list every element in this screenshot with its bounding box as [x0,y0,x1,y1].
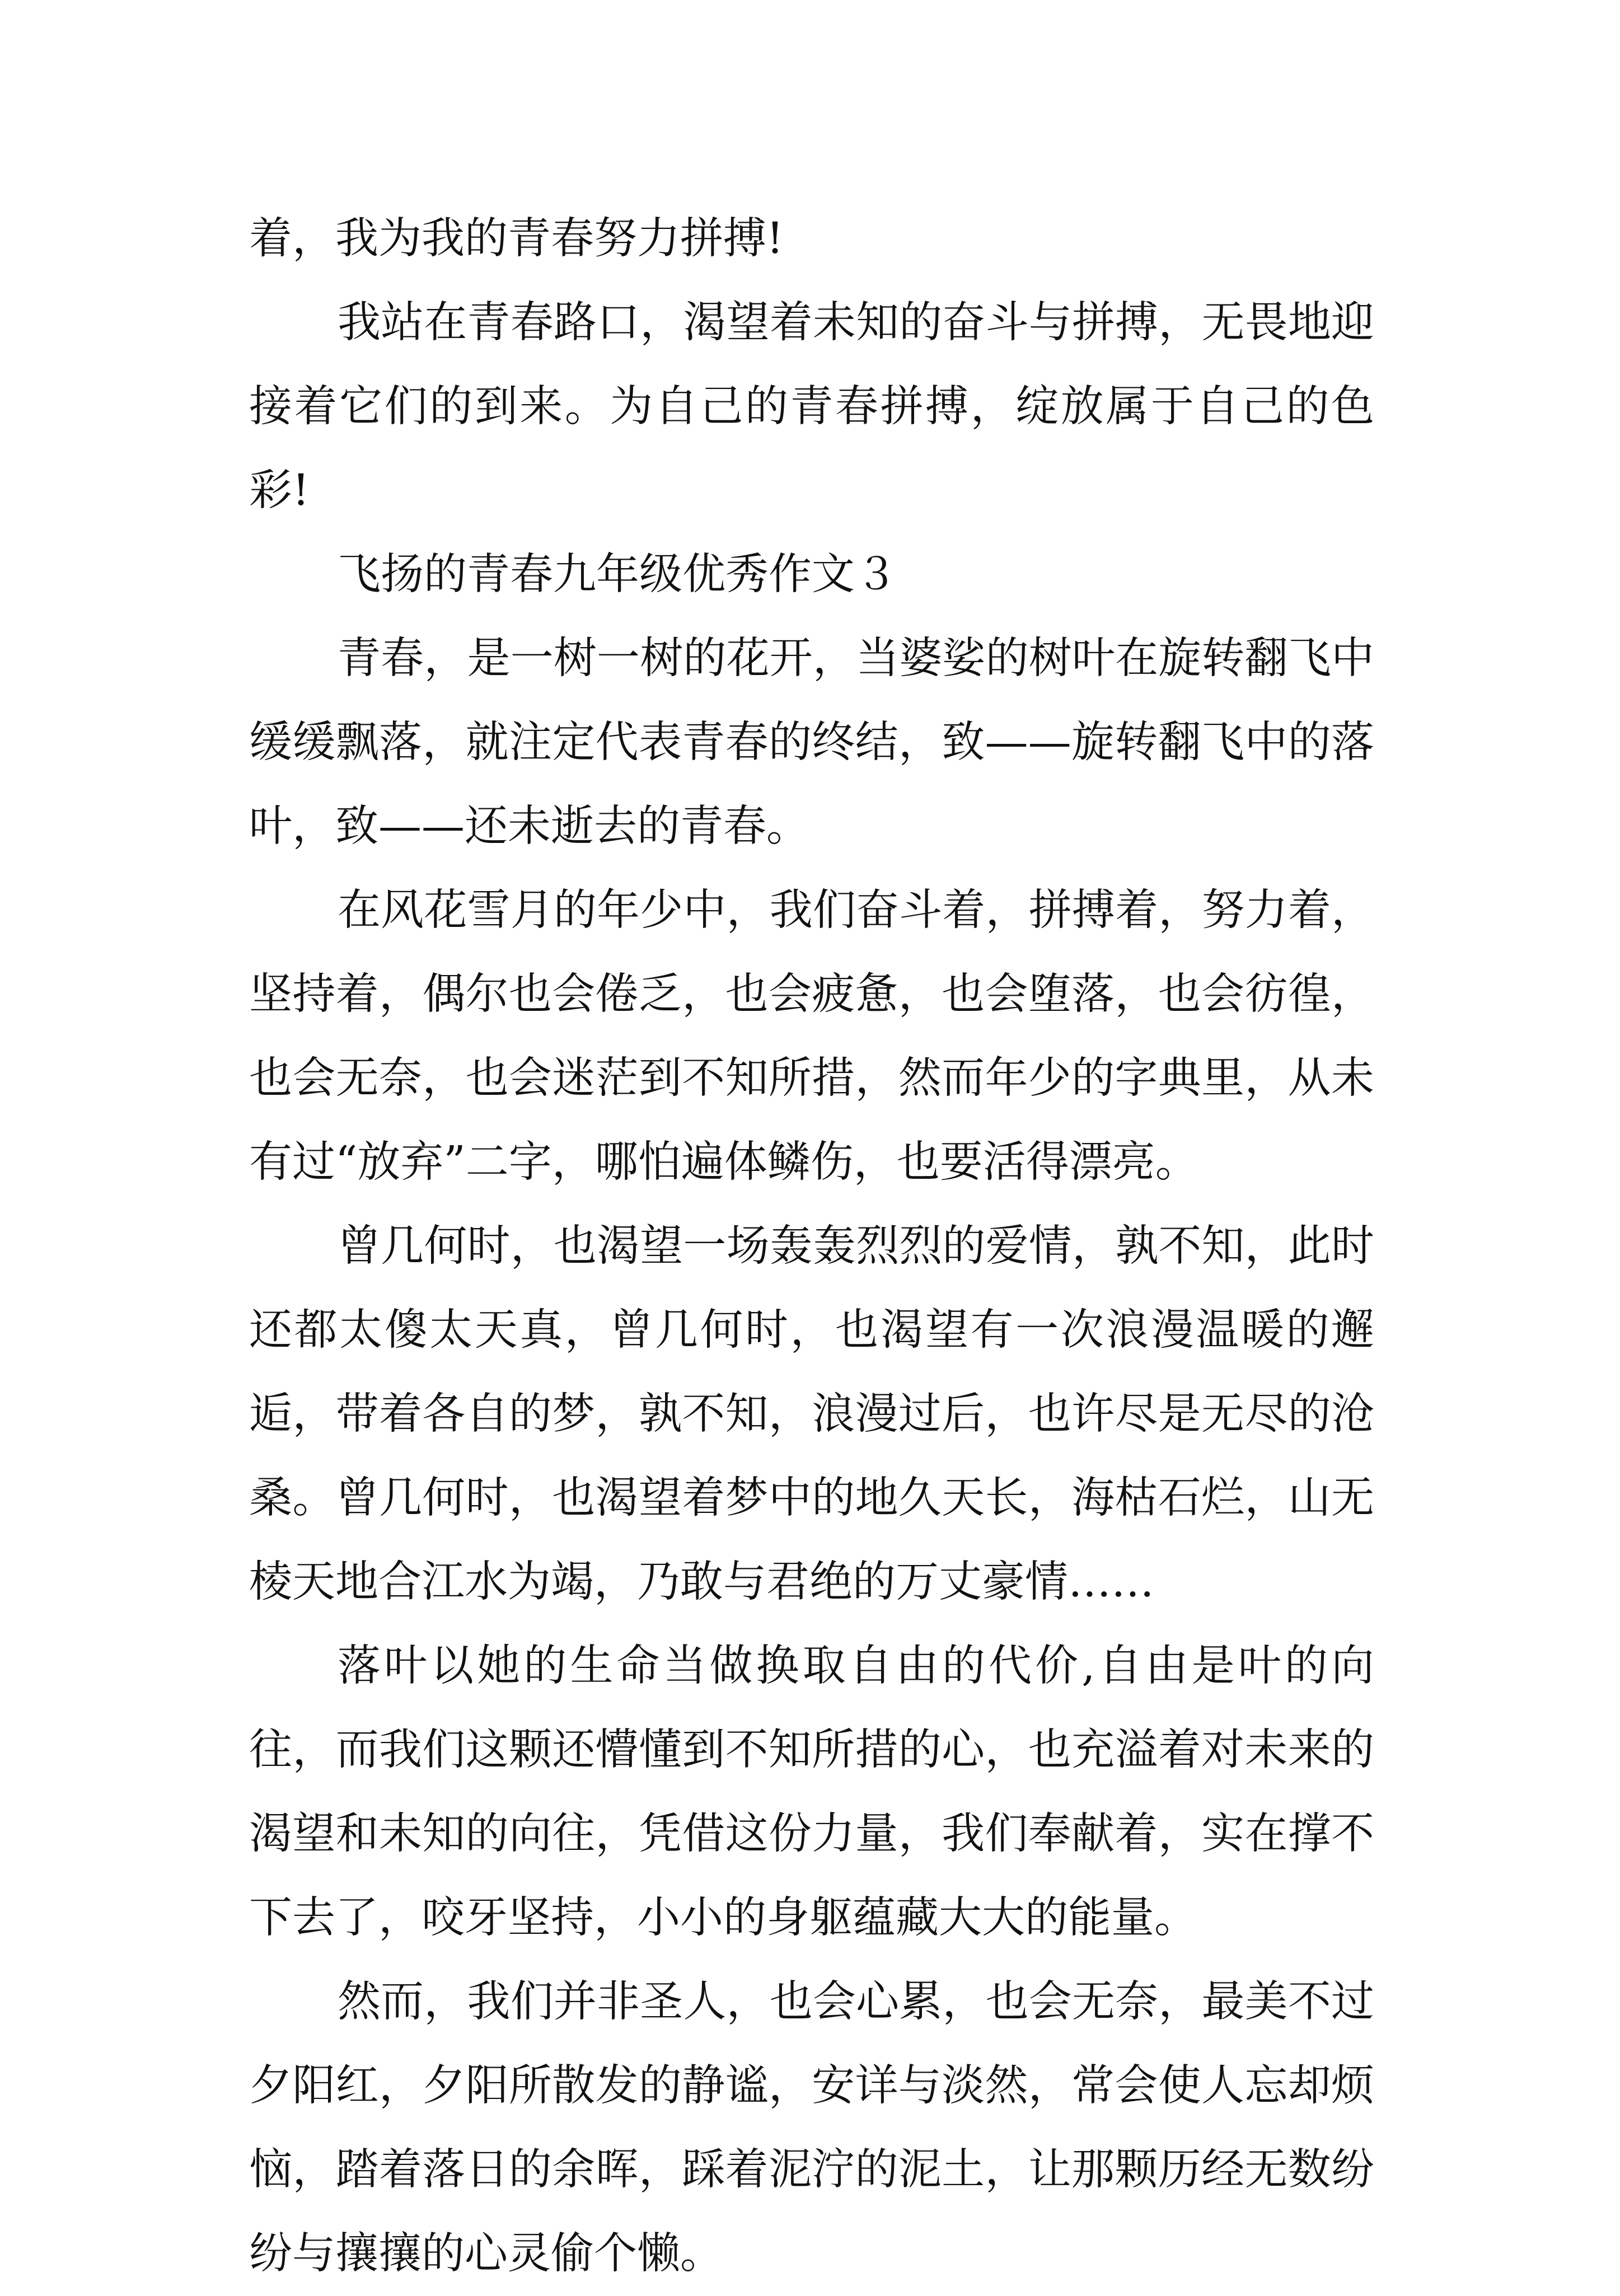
document-body [249,197,1374,2296]
paragraph: 然而，我们并非圣人，也会心累，也会无奈，最美不过夕阳红，夕阳所散发的静谧，安详与淡然，常会使人忘却烦恼，踏着落日的余晖，踩着泥泞的泥土，让那颗历经无数纷纷与攘攘的心灵偷个懒。 [249,1977,1374,2279]
paragraph: 青春，是一树一树的花开，当婆娑的树叶在旋转翻飞中缓缓飘落，就注定代表青春的终结，致——旋转翻飞中的落叶，致——还未逝去的青春。 [249,634,1374,851]
paragraph: 曾几何时，也渴望一场轰轰烈烈的爱情，孰不知，此时还都太傻太天真，曾几何时，也渴望有一次浪漫温暖的邂逅，带着各自的梦，孰不知，浪漫过后，也许尽是无尽的沧桑。曾几何时，也渴望着梦中的地久天长，海枯石烂，山无棱天地合江水为竭，乃敢与君绝的万丈豪情…… [249,1221,1374,1607]
paragraph: 着，我为我的青春努力拼搏! [249,214,784,264]
section-heading: 飞扬的青春九年级优秀作文３ [338,550,898,599]
paragraph: 在风花雪月的年少中，我们奋斗着，拼搏着，努力着，坚持着，偶尔也会倦乏，也会疲惫，也会堕落，也会彷徨，也会无奈，也会迷茫到不知所措，然而年少的字典里，从未有过“放弃”二字，哪怕遍体鳞伤，也要活得漂亮。 [249,885,1374,1187]
paragraph: 落叶以她的生命当做换取自由的代价,自由是叶的向往，而我们这颗还懵懂到不知所措的心，也充溢着对未来的渴望和未知的向往，凭借这份力量，我们奉献着，实在撑不下去了，咬牙坚持，小小的身躯蕴藏大大的能量。 [249,1641,1374,1943]
paragraph: 我站在青春路口，渴望着未知的奋斗与拼搏，无畏地迎接着它们的到来。为自己的青春拼搏，绽放属于自己的色彩! [249,298,1374,516]
